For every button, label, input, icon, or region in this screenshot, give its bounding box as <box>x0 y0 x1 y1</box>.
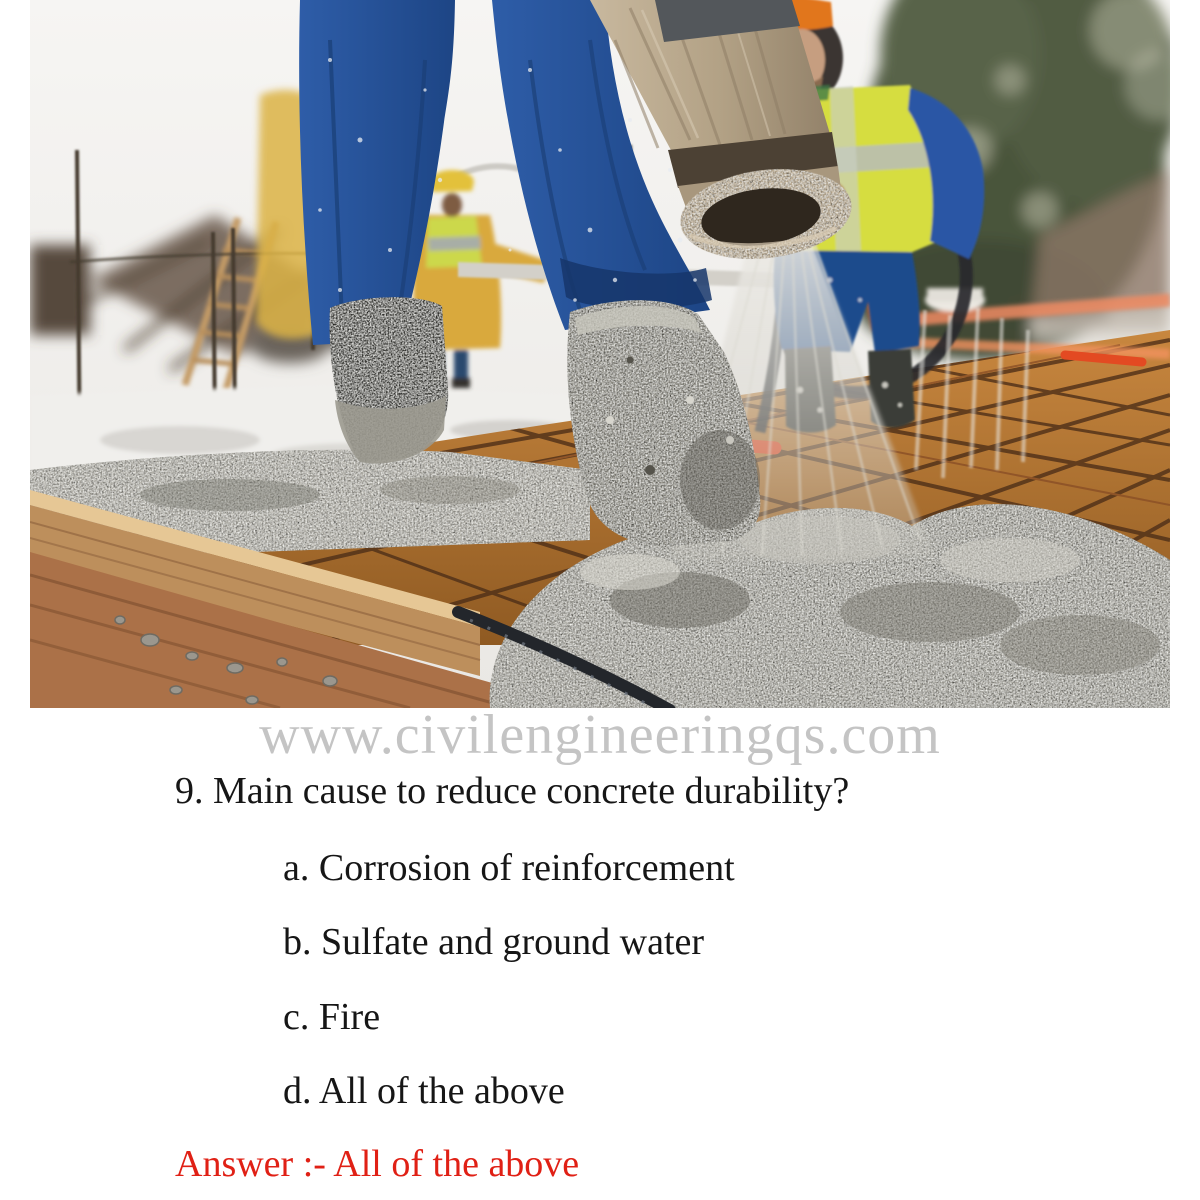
quiz-option-c: c. Fire <box>283 996 381 1038</box>
quiz-option-a: a. Corrosion of reinforcement <box>283 847 735 889</box>
quiz-question: 9. Main cause to reduce concrete durability? <box>175 770 850 812</box>
quiz-option-d: d. All of the above <box>283 1070 565 1112</box>
watermark: www.civilengineeringqs.com <box>259 704 941 766</box>
quiz-option-b: b. Sulfate and ground water <box>283 921 705 963</box>
construction-photo-illustration <box>30 0 1170 708</box>
construction-photo <box>30 0 1170 708</box>
quiz-answer: Answer :- All of the above <box>175 1143 580 1185</box>
